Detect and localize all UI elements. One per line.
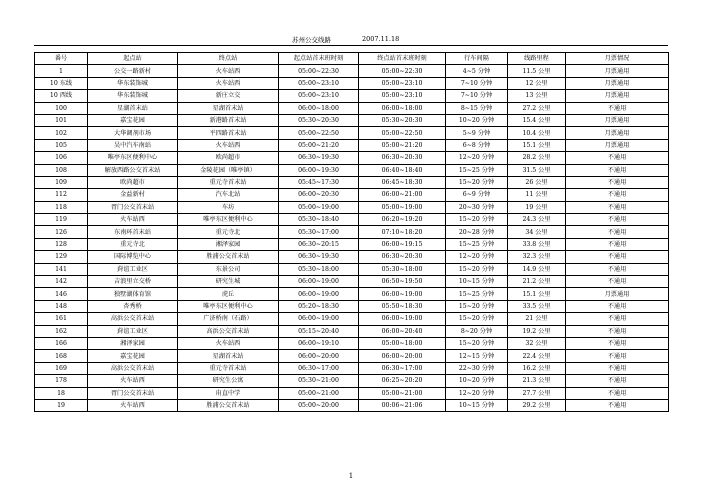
- origin-stop-cell: 解放西路公交首末站: [88, 164, 178, 176]
- route-number-cell: 148: [35, 300, 88, 312]
- terminal-schedule-cell: 00:06~21:06: [359, 399, 446, 411]
- terminal-stop-cell: 星湖首末站: [178, 102, 279, 114]
- pass-status-cell: 不通用: [566, 387, 669, 399]
- pass-status-cell: 不通用: [566, 176, 669, 188]
- terminal-schedule-cell: 05:30~20:30: [359, 114, 446, 126]
- origin-schedule-cell: 06:30~19:30: [279, 152, 359, 164]
- origin-schedule-cell: 05:30~18:00: [279, 263, 359, 275]
- header-rule: [34, 45, 668, 46]
- route-length-cell: 10.4 公里: [508, 127, 566, 139]
- route-length-cell: 33.8 公里: [508, 238, 566, 250]
- table-row: [35, 77, 669, 89]
- terminal-schedule-cell: 06:30~20:30: [359, 251, 446, 263]
- route-length-cell: 32 公里: [508, 337, 566, 349]
- pass-status-cell: 月票通用: [566, 90, 669, 102]
- terminal-schedule-cell: 06:00~21:00: [359, 189, 446, 201]
- route-length-cell: 19 公里: [508, 201, 566, 213]
- table-row: [35, 300, 669, 312]
- route-length-cell: 32.3 公里: [508, 251, 566, 263]
- terminal-stop-cell: 虎丘: [178, 288, 279, 300]
- terminal-stop-cell: 胜浦公交首末站: [178, 399, 279, 411]
- route-length-cell: 29.2 公里: [508, 399, 566, 411]
- terminal-schedule-cell: 06:00~20:00: [359, 350, 446, 362]
- headway-cell: 10~20 分钟: [446, 114, 508, 126]
- headway-cell: 10~15 分钟: [446, 399, 508, 411]
- origin-schedule-cell: 05:00~19:00: [279, 201, 359, 213]
- origin-stop-cell: 唯亭东区便利中心: [88, 152, 178, 164]
- origin-schedule-cell: 06:00~20:30: [279, 189, 359, 201]
- terminal-stop-cell: 唯亭东区便利中心: [178, 300, 279, 312]
- headway-cell: 12~20 分钟: [446, 251, 508, 263]
- headway-cell: 15~25 分钟: [446, 164, 508, 176]
- terminal-stop-cell: 湘泽家园: [178, 238, 279, 250]
- route-number-cell: 126: [35, 226, 88, 238]
- terminal-stop-cell: 欧尚超市: [178, 152, 279, 164]
- pass-status-cell: 不通用: [566, 189, 669, 201]
- origin-schedule-cell: 05:30~21:00: [279, 375, 359, 387]
- column-header: 行车间隔: [446, 53, 508, 65]
- origin-stop-cell: 杏秀桥: [88, 300, 178, 312]
- origin-schedule-cell: 05:45~17:30: [279, 176, 359, 188]
- route-number-cell: 166: [35, 337, 88, 349]
- origin-stop-cell: 东南环首末站: [88, 226, 178, 238]
- pass-status-cell: 不通用: [566, 214, 669, 226]
- table-row: [35, 263, 669, 275]
- origin-schedule-cell: 06:00~19:00: [279, 313, 359, 325]
- headway-cell: 15~20 分钟: [446, 300, 508, 312]
- table-row: [35, 139, 669, 151]
- headway-cell: 7~10 分钟: [446, 90, 508, 102]
- route-number-cell: 102: [35, 127, 88, 139]
- page-header: [0, 33, 702, 45]
- table-row: [35, 102, 669, 114]
- terminal-schedule-cell: 06:00~19:15: [359, 238, 446, 250]
- terminal-schedule-cell: 05:00~22:30: [359, 65, 446, 77]
- headway-cell: 12~20 分钟: [446, 152, 508, 164]
- terminal-schedule-cell: 05:00~18:00: [359, 337, 446, 349]
- route-length-cell: 16.2 公里: [508, 362, 566, 374]
- terminal-schedule-cell: 05:00~23:10: [359, 90, 446, 102]
- route-number-cell: 19: [35, 399, 88, 411]
- terminal-schedule-cell: 06:30~20:30: [359, 152, 446, 164]
- table-row: [35, 90, 669, 102]
- route-length-cell: 11 公里: [508, 189, 566, 201]
- pass-status-cell: 月票通用: [566, 288, 669, 300]
- origin-schedule-cell: 05:00~22:50: [279, 127, 359, 139]
- origin-stop-cell: 大华调剂市场: [88, 127, 178, 139]
- terminal-stop-cell: 甪直中学: [178, 387, 279, 399]
- terminal-stop-cell: 火车站西: [178, 139, 279, 151]
- origin-schedule-cell: 05:30~18:40: [279, 214, 359, 226]
- pass-status-cell: 月票通用: [566, 127, 669, 139]
- terminal-stop-cell: 重元寺北: [178, 226, 279, 238]
- origin-stop-cell: 嘉宝花园: [88, 350, 178, 362]
- origin-stop-cell: 华东装饰城: [88, 77, 178, 89]
- origin-stop-cell: 胥门公交首末站: [88, 201, 178, 213]
- origin-schedule-cell: 05:00~23:10: [279, 77, 359, 89]
- terminal-stop-cell: 胜浦公交首末站: [178, 251, 279, 263]
- origin-schedule-cell: 06:30~20:15: [279, 238, 359, 250]
- route-number-cell: 119: [35, 214, 88, 226]
- route-length-cell: 31.5 公里: [508, 164, 566, 176]
- route-length-cell: 15.4 公里: [508, 114, 566, 126]
- table-row: [35, 214, 669, 226]
- route-number-cell: 1: [35, 65, 88, 77]
- table-row: [35, 152, 669, 164]
- headway-cell: 8~20 分钟: [446, 325, 508, 337]
- route-number-cell: 101: [35, 114, 88, 126]
- headway-cell: 10~15 分钟: [446, 276, 508, 288]
- route-length-cell: 11.5 公里: [508, 65, 566, 77]
- route-number-cell: 129: [35, 251, 88, 263]
- route-length-cell: 34 公里: [508, 226, 566, 238]
- headway-cell: 20~30 分钟: [446, 201, 508, 213]
- origin-stop-cell: 胥门公交首末站: [88, 387, 178, 399]
- origin-schedule-cell: 05:30~20:30: [279, 114, 359, 126]
- origin-schedule-cell: 06:30~19:30: [279, 251, 359, 263]
- origin-schedule-cell: 05:00~21:00: [279, 387, 359, 399]
- terminal-schedule-cell: 05:00~22:50: [359, 127, 446, 139]
- pass-status-cell: 不通用: [566, 164, 669, 176]
- table-row: [35, 313, 669, 325]
- terminal-stop-cell: 重元寺首末站: [178, 176, 279, 188]
- route-length-cell: 21.3 公里: [508, 375, 566, 387]
- route-number-cell: 108: [35, 164, 88, 176]
- terminal-stop-cell: 汽车北站: [178, 189, 279, 201]
- pass-status-cell: 不通用: [566, 313, 669, 325]
- terminal-schedule-cell: 07:10~18:20: [359, 226, 446, 238]
- origin-schedule-cell: 05:20~18:30: [279, 300, 359, 312]
- origin-schedule-cell: 05:00~20:00: [279, 399, 359, 411]
- route-length-cell: 19.2 公里: [508, 325, 566, 337]
- terminal-stop-cell: 星湖首末站: [178, 350, 279, 362]
- table-row: [35, 276, 669, 288]
- pass-status-cell: 不通用: [566, 102, 669, 114]
- route-length-cell: 28.2 公里: [508, 152, 566, 164]
- pass-status-cell: 不通用: [566, 300, 669, 312]
- column-header: 番号: [35, 53, 88, 65]
- pass-status-cell: 月票通用: [566, 77, 669, 89]
- pass-status-cell: 不通用: [566, 251, 669, 263]
- route-length-cell: 26 公里: [508, 176, 566, 188]
- table-row: [35, 226, 669, 238]
- route-length-cell: 15.1 公里: [508, 288, 566, 300]
- table-header: [35, 53, 669, 65]
- pass-status-cell: 不通用: [566, 325, 669, 337]
- pass-status-cell: 不通用: [566, 226, 669, 238]
- bus-route-table: [34, 52, 669, 412]
- table-row: [35, 176, 669, 188]
- terminal-schedule-cell: 06:00~18:00: [359, 102, 446, 114]
- terminal-schedule-cell: 05:00~21:00: [359, 387, 446, 399]
- route-number-cell: 146: [35, 288, 88, 300]
- route-length-cell: 14.9 公里: [508, 263, 566, 275]
- origin-stop-cell: 湘泽家园: [88, 337, 178, 349]
- table-row: [35, 201, 669, 213]
- route-number-cell: 112: [35, 189, 88, 201]
- pass-status-cell: 不通用: [566, 337, 669, 349]
- headway-cell: 6~9 分钟: [446, 189, 508, 201]
- route-number-cell: 141: [35, 263, 88, 275]
- route-number-cell: 109: [35, 176, 88, 188]
- terminal-schedule-cell: 06:00~19:00: [359, 288, 446, 300]
- route-length-cell: 15.1 公里: [508, 139, 566, 151]
- pass-status-cell: 不通用: [566, 350, 669, 362]
- pass-status-cell: 月票通用: [566, 65, 669, 77]
- route-length-cell: 12 公里: [508, 77, 566, 89]
- route-length-cell: 33.5 公里: [508, 300, 566, 312]
- origin-stop-cell: 吴中汽车南站: [88, 139, 178, 151]
- headway-cell: 15~20 分钟: [446, 176, 508, 188]
- pass-status-cell: 不通用: [566, 276, 669, 288]
- table-row: [35, 114, 669, 126]
- headway-cell: 15~25 分钟: [446, 288, 508, 300]
- route-number-cell: 18: [35, 387, 88, 399]
- pass-status-cell: 不通用: [566, 238, 669, 250]
- route-number-cell: 105: [35, 139, 88, 151]
- table-row: [35, 189, 669, 201]
- route-number-cell: 178: [35, 375, 88, 387]
- origin-stop-cell: 火车站西: [88, 375, 178, 387]
- column-header: 终点站首末班时刻: [359, 53, 446, 65]
- origin-schedule-cell: 06:00~19:30: [279, 164, 359, 176]
- origin-schedule-cell: 06:00~20:00: [279, 350, 359, 362]
- table-row: [35, 325, 669, 337]
- terminal-stop-cell: 火车站西: [178, 77, 279, 89]
- terminal-schedule-cell: 05:30~18:00: [359, 263, 446, 275]
- origin-stop-cell: 高浜公交首末站: [88, 362, 178, 374]
- origin-stop-cell: 葑谊工业区: [88, 263, 178, 275]
- terminal-stop-cell: 火车站西: [178, 337, 279, 349]
- table-row: [35, 387, 669, 399]
- origin-stop-cell: 独墅湖体育馆: [88, 288, 178, 300]
- route-number-cell: 168: [35, 350, 88, 362]
- headway-cell: 22~30 分钟: [446, 362, 508, 374]
- table-row: [35, 251, 669, 263]
- route-number-cell: 169: [35, 362, 88, 374]
- headway-cell: 10~20 分钟: [446, 375, 508, 387]
- headway-cell: 15~20 分钟: [446, 337, 508, 349]
- pass-status-cell: 不通用: [566, 399, 669, 411]
- terminal-stop-cell: 车坊: [178, 201, 279, 213]
- page-number: 1: [348, 472, 354, 480]
- headway-cell: 12~15 分钟: [446, 350, 508, 362]
- origin-schedule-cell: 05:00~23:10: [279, 90, 359, 102]
- terminal-stop-cell: 唯亭东区便利中心: [178, 214, 279, 226]
- terminal-stop-cell: 东景公司: [178, 263, 279, 275]
- headway-cell: 15~20 分钟: [446, 313, 508, 325]
- table-row: [35, 238, 669, 250]
- origin-schedule-cell: 05:30~17:00: [279, 226, 359, 238]
- pass-status-cell: 月票通用: [566, 139, 669, 151]
- origin-stop-cell: 欧尚超市: [88, 176, 178, 188]
- table-row: [35, 164, 669, 176]
- origin-stop-cell: 火车站西: [88, 214, 178, 226]
- pass-status-cell: 不通用: [566, 263, 669, 275]
- pass-status-cell: 月票通用: [566, 114, 669, 126]
- terminal-schedule-cell: 06:20~19:20: [359, 214, 446, 226]
- origin-stop-cell: 吉浪里立交桥: [88, 276, 178, 288]
- terminal-stop-cell: 平四路首末站: [178, 127, 279, 139]
- origin-schedule-cell: 06:00~19:00: [279, 276, 359, 288]
- header-row: [35, 53, 669, 65]
- route-length-cell: 27.7 公里: [508, 387, 566, 399]
- table-row: [35, 65, 669, 77]
- column-header: 线路里程: [508, 53, 566, 65]
- terminal-schedule-cell: 05:00~21:20: [359, 139, 446, 151]
- terminal-schedule-cell: 06:00~20:40: [359, 325, 446, 337]
- document-date: 2007.11.18: [362, 35, 400, 43]
- pass-status-cell: 不通用: [566, 375, 669, 387]
- route-number-cell: 100: [35, 102, 88, 114]
- terminal-stop-cell: 研究生城: [178, 276, 279, 288]
- origin-stop-cell: 华东装饰城: [88, 90, 178, 102]
- origin-stop-cell: 金益新村: [88, 189, 178, 201]
- terminal-stop-cell: 重元寺首末站: [178, 362, 279, 374]
- origin-schedule-cell: 06:00~19:10: [279, 337, 359, 349]
- headway-cell: 20~28 分钟: [446, 226, 508, 238]
- terminal-stop-cell: 金陵花园（唯亭镇）: [178, 164, 279, 176]
- headway-cell: 15~20 分钟: [446, 263, 508, 275]
- route-length-cell: 21 公里: [508, 313, 566, 325]
- table-row: [35, 288, 669, 300]
- origin-stop-cell: 嘉宝花园: [88, 114, 178, 126]
- terminal-schedule-cell: 06:30~17:00: [359, 362, 446, 374]
- origin-schedule-cell: 06:00~19:00: [279, 288, 359, 300]
- table-row: [35, 362, 669, 374]
- origin-schedule-cell: 05:15~20:40: [279, 325, 359, 337]
- headway-cell: 12~20 分钟: [446, 387, 508, 399]
- origin-stop-cell: 国际博览中心: [88, 251, 178, 263]
- headway-cell: 15~20 分钟: [446, 214, 508, 226]
- route-number-cell: 142: [35, 276, 88, 288]
- terminal-schedule-cell: 06:50~19:50: [359, 276, 446, 288]
- table-row: [35, 375, 669, 387]
- route-number-cell: 128: [35, 238, 88, 250]
- document-title: 苏州公交线路: [292, 36, 331, 44]
- origin-stop-cell: 星湖首末站: [88, 102, 178, 114]
- origin-stop-cell: 火车站西: [88, 399, 178, 411]
- terminal-schedule-cell: 06:45~18:30: [359, 176, 446, 188]
- route-number-cell: 118: [35, 201, 88, 213]
- route-number-cell: 10 西线: [35, 90, 88, 102]
- headway-cell: 7~10 分钟: [446, 77, 508, 89]
- terminal-schedule-cell: 06:25~20:20: [359, 375, 446, 387]
- route-length-cell: 13 公里: [508, 90, 566, 102]
- route-number-cell: 161: [35, 313, 88, 325]
- column-header: 终点站: [178, 53, 279, 65]
- terminal-stop-cell: 新港路首末站: [178, 114, 279, 126]
- terminal-schedule-cell: 05:00~19:00: [359, 201, 446, 213]
- terminal-schedule-cell: 05:50~18:30: [359, 300, 446, 312]
- origin-schedule-cell: 06:30~17:00: [279, 362, 359, 374]
- terminal-schedule-cell: 05:00~23:10: [359, 77, 446, 89]
- route-number-cell: 10 东线: [35, 77, 88, 89]
- origin-stop-cell: 公交一路新村: [88, 65, 178, 77]
- origin-schedule-cell: 05:00~22:30: [279, 65, 359, 77]
- pass-status-cell: 不通用: [566, 362, 669, 374]
- route-length-cell: 21.2 公里: [508, 276, 566, 288]
- pass-status-cell: 不通用: [566, 201, 669, 213]
- route-length-cell: 24.3 公里: [508, 214, 566, 226]
- route-number-cell: 106: [35, 152, 88, 164]
- origin-stop-cell: 重元寺北: [88, 238, 178, 250]
- origin-stop-cell: 葑谊工业区: [88, 325, 178, 337]
- table-row: [35, 399, 669, 411]
- headway-cell: 15~25 分钟: [446, 238, 508, 250]
- headway-cell: 5~9 分钟: [446, 127, 508, 139]
- table-row: [35, 127, 669, 139]
- terminal-schedule-cell: 06:00~19:00: [359, 313, 446, 325]
- table-row: [35, 350, 669, 362]
- column-header: 起点站: [88, 53, 178, 65]
- terminal-stop-cell: 广济桥南（石路）: [178, 313, 279, 325]
- route-number-cell: 162: [35, 325, 88, 337]
- terminal-stop-cell: 研究生公寓: [178, 375, 279, 387]
- column-header: 月票情况: [566, 53, 669, 65]
- table-body: [35, 65, 669, 412]
- origin-stop-cell: 高浜公交首末站: [88, 313, 178, 325]
- route-length-cell: 22.4 公里: [508, 350, 566, 362]
- headway-cell: 6~8 分钟: [446, 139, 508, 151]
- headway-cell: 8~15 分钟: [446, 102, 508, 114]
- terminal-stop-cell: 高浜公交首末站: [178, 325, 279, 337]
- route-length-cell: 27.2 公里: [508, 102, 566, 114]
- column-header: 起点站首末班时刻: [279, 53, 359, 65]
- pass-status-cell: 不通用: [566, 152, 669, 164]
- origin-schedule-cell: 06:00~18:00: [279, 102, 359, 114]
- table-row: [35, 337, 669, 349]
- headway-cell: 4~5 分钟: [446, 65, 508, 77]
- terminal-stop-cell: 新庄立交: [178, 90, 279, 102]
- origin-schedule-cell: 05:00~21:20: [279, 139, 359, 151]
- terminal-schedule-cell: 06:40~18:40: [359, 164, 446, 176]
- terminal-stop-cell: 火车站西: [178, 65, 279, 77]
